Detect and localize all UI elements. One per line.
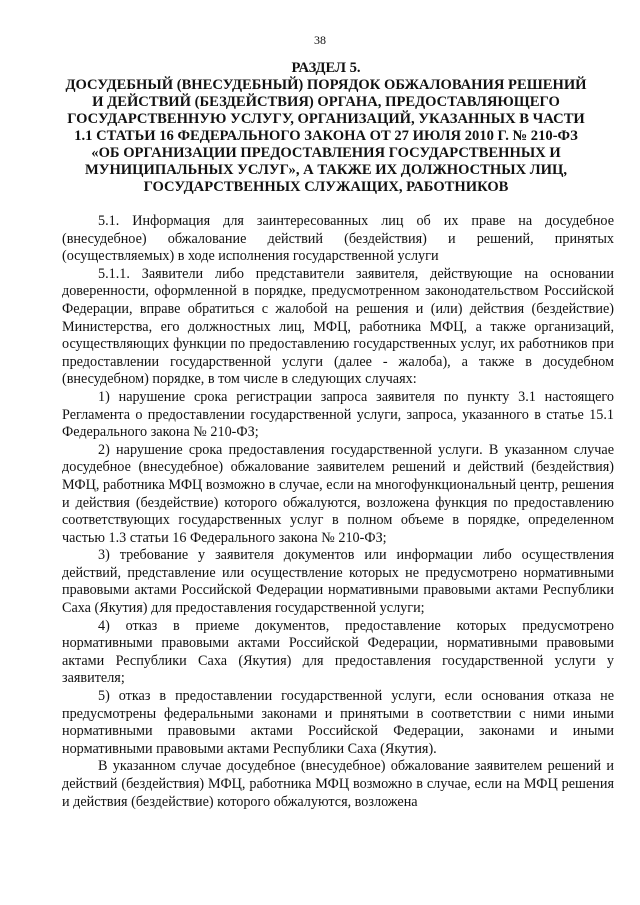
paragraph: 3) требование у заявителя документов или информации либо осуществления действий, представление или осуществление которых не предусмотрено нормативными правовыми актами Российской Федерации нормативными правовыми актами Республики Саха (Якутия) для предоставления государственной услуги; — [62, 547, 614, 617]
paragraph: 5) отказ в предоставлении государственной услуги, если основания отказа не предусмотрены федеральными законами и принятыми в соответствии с ними иными нормативными правовыми актами Российской Федерации, законами и иными нормативными правовыми актами Республики Саха (Якутия). — [62, 688, 614, 757]
paragraph: 1) нарушение срока регистрации запроса заявителя по пункту 3.1 настоящего Регламента о предоставлении государственной услуги, запроса, указанного в статье 15.1 Федерального закона № 210-ФЗ; — [62, 388, 614, 441]
paragraph: 5.1. Информация для заинтересованных лиц об их праве на досудебное (внесудебное) обжалование действий (бездействия) и решений, принятых (осуществляемых) в ходе исполнения государственной услуги — [62, 213, 614, 265]
paragraph: 4) отказ в приеме документов, предоставление которых предусмотрено нормативными правовыми актами Российской Федерации, нормативными правовыми актами Республики Саха (Якутия) для предоставления государственной услуги у заявителя; — [62, 617, 614, 687]
section-title: ДОСУДЕБНЫЙ (ВНЕСУДЕБНЫЙ) ПОРЯДОК ОБЖАЛОВАНИЯ РЕШЕНИЙ И ДЕЙСТВИЙ (БЕЗДЕЙСТВИЯ) ОРГАНА, ПРЕДОСТАВЛЯЮЩЕГО ГОСУДАРСТВЕННУЮ УСЛУГУ, ОРГАНИЗАЦИЙ, УКАЗАННЫХ В ЧАСТИ 1.1 СТАТЬИ 16 ФЕДЕРАЛЬНОГО ЗАКОНА ОТ 27 ИЮЛЯ 2010 Г. № 210-ФЗ «ОБ ОРГАНИЗАЦИИ ПРЕДОСТАВЛЕНИЯ ГОСУДАРСТВЕННЫХ И МУНИЦИПАЛЬНЫХ УСЛУГ», А ТАКЖЕ ИХ ДОЛЖНОСТНЫХ ЛИЦ, ГОСУДАРСТВЕННЫХ СЛУЖАЩИХ, РАБОТНИКОВ — [65, 77, 587, 195]
section-number: РАЗДЕЛ 5. — [291, 60, 361, 76]
paragraph: 2) нарушение срока предоставления государственной услуги. В указанном случае досудебное (внесудебное) обжалование заявителем решений и действий (бездействия) МФЦ, работника МФЦ возможно в случае, если на многофункциональный центр, решения и действия (бездействие) которого обжалуются, возложена функция по предоставлению соответствующих государственных услуг в полном объеме в порядке, определенном частью 1.3 статьи 16 Федерального закона № 210-ФЗ; — [62, 441, 614, 546]
paragraph: В указанном случае досудебное (внесудебное) обжалование заявителем решений и действий (бездействия) МФЦ, работника МФЦ возможно в случае, если на МФЦ решения и действия (бездействие) которого обжалуются, возложена — [62, 758, 614, 810]
page-number: 38 — [314, 33, 326, 47]
paragraph: 5.1.1. Заявители либо представители заявителя, действующие на основании доверенности, оформленной в порядке, предусмотренном законодательством Российской Федерации, вправе обратиться с жалобой на решения и (или) действия (бездействие) Министерства, его должностных лиц, МФЦ, работника МФЦ, а также организаций, осуществляющих функции по предоставлению государственных услуг, их работников при предоставлении государственной услуги (далее - жалоба), а также в досудебном (внесудебном) порядке, в том числе в следующих случаях: — [62, 265, 614, 388]
body-text — [62, 213, 614, 811]
section-heading — [62, 60, 590, 196]
